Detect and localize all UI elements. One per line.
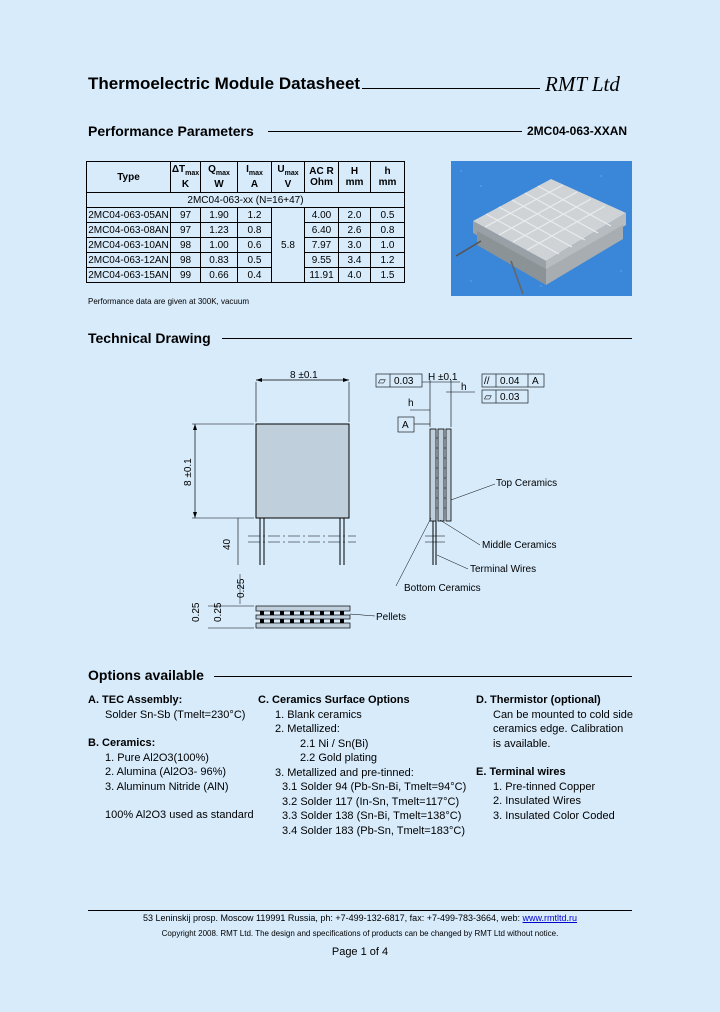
section-view (191, 574, 406, 628)
col-header-qmax: $Q_{max}$ W (201, 162, 238, 193)
flatness-value-2: 0.03 (500, 392, 520, 403)
cell-dt: 98 (171, 238, 201, 253)
table-row (87, 268, 405, 283)
table-row (87, 253, 405, 268)
col-header-umax: $U_{max}$ V (272, 162, 305, 193)
cell-i: 0.4 (238, 268, 272, 283)
cell-q: 1.00 (201, 238, 238, 253)
options-rule (214, 676, 632, 677)
surface-suboption: 2.1 Ni / Sn(Bi) (300, 737, 369, 750)
cell-i: 1.2 (238, 208, 272, 223)
wire-length: 40 (222, 538, 233, 550)
cell-dt: 99 (171, 268, 201, 283)
tec-assembly-item: Solder Sn-Sb (Tmelt=230°C) (105, 708, 246, 721)
cell-H: 3.4 (339, 253, 371, 268)
cell-acr: 9.55 (305, 253, 339, 268)
options-column-a (88, 693, 254, 823)
cell-h: 0.8 (371, 223, 405, 238)
table-group-row (87, 193, 405, 208)
cell-acr: 7.97 (305, 238, 339, 253)
performance-rule (268, 131, 522, 132)
table-row (87, 223, 405, 238)
col-header-type: Type (87, 162, 171, 193)
terminal-wires-item: 2. Insulated Wires (493, 795, 582, 807)
ceramics-item: 2. Alumina (Al2O3- 96%) (105, 766, 227, 778)
flatness-value-1: 0.03 (394, 376, 414, 387)
col-header-H: H mm (339, 162, 371, 193)
thermistor-text: Can be mounted to cold side (493, 708, 634, 721)
surface-option: 1. Blank ceramics (275, 708, 362, 721)
dimension-025-a: 0.25 (191, 602, 202, 622)
performance-section-title: Performance Parameters (88, 123, 254, 139)
dimension-025-c: 0.25 (236, 578, 247, 598)
cell-i: 0.8 (238, 223, 272, 238)
cell-umax: 5.8 (272, 208, 305, 283)
part-code: 2MC04-063-XXAN (527, 124, 628, 138)
cell-H: 2.0 (339, 208, 371, 223)
document-title: Thermoelectric Module Datasheet (88, 74, 361, 93)
options-column-c (476, 693, 633, 823)
performance-table (86, 161, 405, 283)
label-middle-ceramics: Middle Ceramics (482, 540, 557, 551)
footer-copyright: Copyright 2008. RMT Ltd. The design and specifications of products can be changed by RMT Ltd without notice. (161, 929, 559, 938)
cell-H: 2.6 (339, 223, 371, 238)
surface-suboption: 3.1 Solder 94 (Pb-Sn-Bi, Tmelt=94°C) (282, 781, 467, 793)
cell-type: 2MC04-063-12AN (88, 254, 169, 266)
table-header-row (87, 162, 405, 193)
technical-drawing (150, 360, 590, 650)
width-dimension: 8 ±0.1 (290, 370, 318, 381)
label-terminal-wires: Terminal Wires (470, 564, 537, 575)
datum-label: A (402, 420, 409, 431)
ceramics-note: 100% Al2O3 used as standard (105, 809, 254, 821)
front-view (183, 370, 356, 565)
label-pellets: Pellets (376, 612, 407, 623)
ceramics-heading: B. Ceramics: (88, 737, 156, 749)
ceramics-item: 3. Aluminum Nitride (AlN) (105, 780, 229, 793)
technical-section-title: Technical Drawing (88, 330, 211, 346)
thermistor-text: ceramics edge. Calibration (493, 723, 624, 735)
thermistor-text: is available. (493, 737, 551, 750)
cell-type: 2MC04-063-15AN (88, 269, 169, 281)
ceramics-item: 1. Pure Al2O3(100%) (105, 751, 209, 764)
performance-note: Performance data are given at 300K, vacuum (88, 297, 249, 306)
page-number: Page 1 of 4 (331, 946, 389, 958)
cell-q: 1.90 (201, 208, 238, 223)
footer-address (0, 913, 720, 923)
surface-options-heading: C. Ceramics Surface Options (258, 694, 410, 706)
cell-type: 2MC04-063-10AN (88, 239, 169, 251)
label-top-ceramics: Top Ceramics (496, 478, 558, 489)
product-photo (451, 161, 632, 296)
h-dimension-right: h (461, 382, 467, 393)
cell-type: 2MC04-063-08AN (88, 224, 169, 236)
col-header-acr: AC R Ohm (305, 162, 339, 193)
cell-H: 3.0 (339, 238, 371, 253)
cell-h: 1.2 (371, 253, 405, 268)
options-column-b (258, 693, 466, 838)
cell-h: 1.0 (371, 238, 405, 253)
parallelism-reference: A (532, 376, 539, 387)
cell-q: 0.66 (201, 268, 238, 283)
table-row (87, 208, 405, 223)
cell-h: 1.5 (371, 268, 405, 283)
cell-i: 0.6 (238, 238, 272, 253)
title-rule (362, 88, 540, 89)
cell-type: 2MC04-063-05AN (88, 209, 169, 221)
cell-dt: 97 (171, 223, 201, 238)
label-bottom-ceramics: Bottom Ceramics (404, 583, 481, 594)
group-label: 2MC04-063-xx (N=16+47) (87, 193, 405, 208)
H-dimension: H ±0.1 (428, 372, 458, 383)
cell-acr: 4.00 (305, 208, 339, 223)
table-row (87, 238, 405, 253)
col-header-imax: $I_{max}$ A (238, 162, 272, 193)
website-link[interactable]: www.rmtltd.ru (522, 913, 578, 923)
cell-h: 0.5 (371, 208, 405, 223)
dimension-025-b: 0.25 (213, 602, 224, 622)
side-view (376, 372, 557, 594)
flatness-symbol-2: ▱ (484, 392, 492, 403)
flatness-symbol-1: ▱ (378, 376, 386, 387)
cell-q: 1.23 (201, 223, 238, 238)
cell-q: 0.83 (201, 253, 238, 268)
options-section-title: Options available (88, 667, 204, 683)
cell-acr: 6.40 (305, 223, 339, 238)
cell-dt: 98 (171, 253, 201, 268)
surface-suboption: 2.2 Gold plating (300, 752, 378, 764)
parallelism-symbol: // (484, 376, 490, 387)
cell-H: 4.0 (339, 268, 371, 283)
surface-suboption: 3.4 Solder 183 (Pb-Sn, Tmelt=183°C) (282, 824, 466, 837)
technical-rule (222, 338, 632, 339)
cell-i: 0.5 (238, 253, 272, 268)
col-header-dtmax: $\Delta T_{max}$ K (171, 162, 201, 193)
surface-option: 2. Metallized: (275, 723, 340, 735)
cell-dt: 97 (171, 208, 201, 223)
terminal-wires-item: 3. Insulated Color Coded (493, 809, 615, 822)
tec-assembly-heading: A. TEC Assembly: (88, 694, 183, 706)
surface-suboption: 3.2 Solder 117 (In-Sn, Tmelt=117°C) (282, 795, 460, 808)
surface-option: 3. Metallized and pre-tinned: (275, 766, 414, 779)
brand-logo: RMT Ltd (545, 72, 620, 96)
height-dimension: 8 ±0.1 (183, 458, 194, 486)
h-dimension-left: h (408, 398, 414, 409)
col-header-h: h mm (371, 162, 405, 193)
terminal-wires-heading: E. Terminal wires (476, 766, 566, 778)
cell-acr: 11.91 (305, 268, 339, 283)
terminal-wires-item: 1. Pre-tinned Copper (493, 780, 596, 793)
parallelism-value: 0.04 (500, 376, 520, 387)
thermistor-heading: D. Thermistor (optional) (476, 694, 601, 706)
footer-rule (88, 910, 632, 911)
surface-suboption: 3.3 Solder 138 (Sn-Bi, Tmelt=138°C) (282, 810, 462, 822)
address-text: 53 Leninskij prosp. Moscow 119991 Russia, ph: +7-499-132-6817, fax: +7-499-783-3664, web: (142, 913, 521, 923)
